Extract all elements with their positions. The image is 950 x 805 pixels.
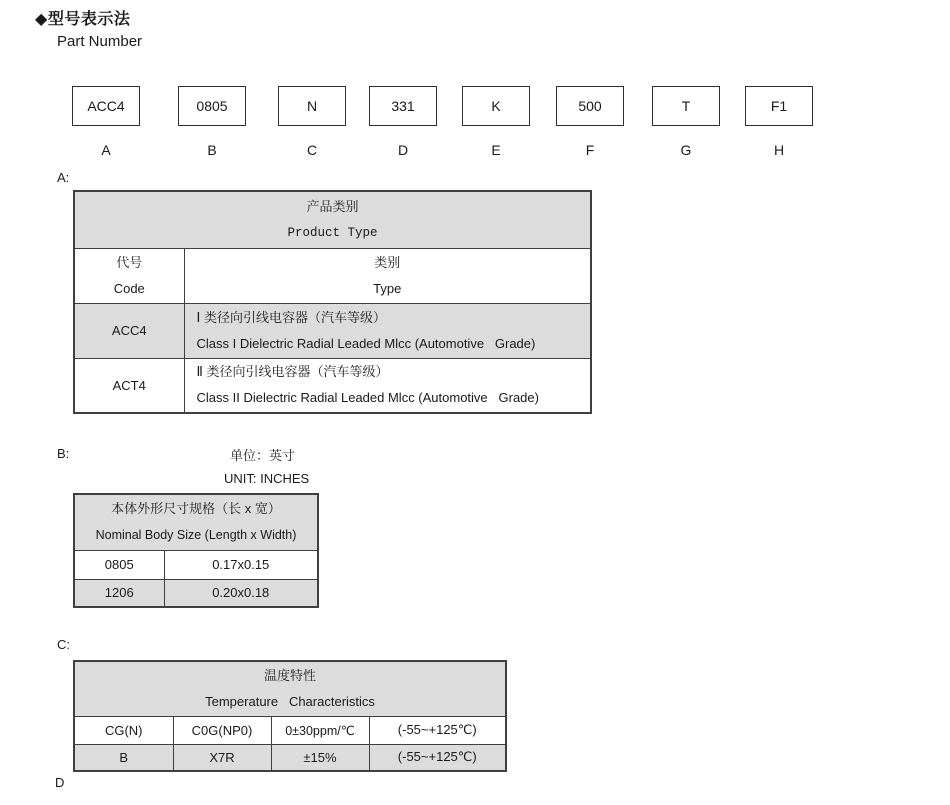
product-type-table-header bbox=[74, 191, 591, 248]
part-code-g: T bbox=[681, 98, 691, 114]
size-value-1206: 0.20x0.18 bbox=[164, 579, 318, 607]
part-code-box-a bbox=[72, 86, 140, 126]
product-type-table bbox=[73, 190, 592, 414]
col-header-type bbox=[184, 248, 591, 303]
table-row bbox=[74, 716, 506, 744]
section-d-label: D bbox=[55, 775, 65, 790]
section-c-label: C: bbox=[57, 637, 70, 652]
part-box-letter-c: C bbox=[306, 142, 318, 158]
temp-range-x7r: (-55~+125℃) bbox=[369, 744, 506, 771]
temp-type-x7r: X7R bbox=[173, 744, 271, 771]
section-a-label: A: bbox=[57, 170, 70, 185]
part-code-a: ACC4 bbox=[87, 98, 125, 114]
body-size-table bbox=[73, 493, 319, 608]
part-box-letter-a: A bbox=[101, 142, 111, 158]
col-header-code-zh: 代号 bbox=[116, 254, 143, 270]
table-row bbox=[74, 579, 318, 607]
size-code-1206: 1206 bbox=[74, 579, 164, 607]
table-row bbox=[74, 550, 318, 579]
body-size-table-header bbox=[74, 494, 318, 550]
type-cell-act4 bbox=[184, 358, 591, 413]
part-code-box-d bbox=[369, 86, 437, 126]
type-acc4-zh: Ⅰ 类径向引线电容器（汽车等级） bbox=[196, 309, 386, 325]
code-cell-act4: ACT4 bbox=[74, 358, 184, 413]
part-code-d: 331 bbox=[391, 98, 415, 114]
part-code-box-h bbox=[745, 86, 813, 126]
page-title-zh bbox=[35, 6, 130, 29]
temp-header-en: Temperature Characteristics bbox=[205, 693, 375, 709]
part-code-box-g bbox=[652, 86, 720, 126]
temp-code-b: B bbox=[74, 744, 173, 771]
unit-note-zh: 单位：英寸 bbox=[230, 448, 296, 463]
temp-tolerance-x7r: ±15% bbox=[271, 744, 369, 771]
table-row bbox=[74, 303, 591, 358]
part-code-c: N bbox=[306, 98, 318, 114]
product-type-header-en: Product Type bbox=[287, 225, 378, 240]
part-box-letter-e: E bbox=[491, 142, 501, 158]
size-value-0805: 0.17x0.15 bbox=[164, 550, 318, 579]
part-code-box-c bbox=[278, 86, 346, 126]
part-code-box-b bbox=[178, 86, 246, 126]
temperature-characteristics-table bbox=[73, 660, 507, 772]
body-size-header-en: Nominal Body Size (Length x Width) bbox=[95, 528, 297, 543]
type-act4-zh: Ⅱ 类径向引线电容器（汽车等级） bbox=[196, 364, 389, 380]
part-box-letter-h: H bbox=[773, 142, 785, 158]
part-box-letter-b: B bbox=[207, 142, 217, 158]
part-box-letter-d: D bbox=[397, 142, 409, 158]
code-cell-acc4: ACC4 bbox=[74, 303, 184, 358]
temp-type-c0g: C0G(NP0) bbox=[173, 716, 271, 744]
temp-header-zh: 温度特性 bbox=[264, 667, 317, 683]
part-code-box-e bbox=[462, 86, 530, 126]
type-act4-en: Class II Dielectric Radial Leaded Mlcc (Automotive Grade) bbox=[196, 390, 539, 406]
part-code-b: 0805 bbox=[196, 98, 228, 114]
part-box-letter-f: F bbox=[585, 142, 595, 158]
page-title-zh-text: 型号表示法 bbox=[47, 11, 131, 28]
page-title-en: Part Number bbox=[57, 33, 143, 50]
type-cell-acc4 bbox=[184, 303, 591, 358]
part-box-letter-g: G bbox=[680, 142, 692, 158]
section-b-label: B: bbox=[57, 446, 70, 461]
temp-tolerance-c0g: 0±30ppm/℃ bbox=[271, 716, 369, 744]
col-header-type-en: Type bbox=[373, 280, 402, 296]
table-row bbox=[74, 358, 591, 413]
temp-range-c0g: (-55~+125℃) bbox=[369, 716, 506, 744]
size-code-0805: 0805 bbox=[74, 550, 164, 579]
part-code-box-f bbox=[556, 86, 624, 126]
col-header-type-zh: 类别 bbox=[374, 254, 401, 270]
diamond-bullet-icon: ◆ bbox=[35, 11, 48, 28]
body-size-header-zh: 本体外形尺寸规格（长 x 宽） bbox=[111, 501, 281, 517]
part-code-f: 500 bbox=[578, 98, 602, 114]
temp-code-cgn: CG(N) bbox=[74, 716, 173, 744]
temp-table-header bbox=[74, 661, 506, 716]
type-acc4-en: Class I Dielectric Radial Leaded Mlcc (Automotive Grade) bbox=[196, 335, 536, 351]
table-row bbox=[74, 744, 506, 771]
unit-note-en: UNIT: INCHES bbox=[224, 471, 310, 486]
product-type-header-zh: 产品类别 bbox=[306, 198, 359, 214]
part-code-h: F1 bbox=[770, 98, 788, 114]
col-header-code bbox=[74, 248, 184, 303]
part-code-e: K bbox=[491, 98, 501, 114]
col-header-code-en: Code bbox=[113, 280, 145, 296]
